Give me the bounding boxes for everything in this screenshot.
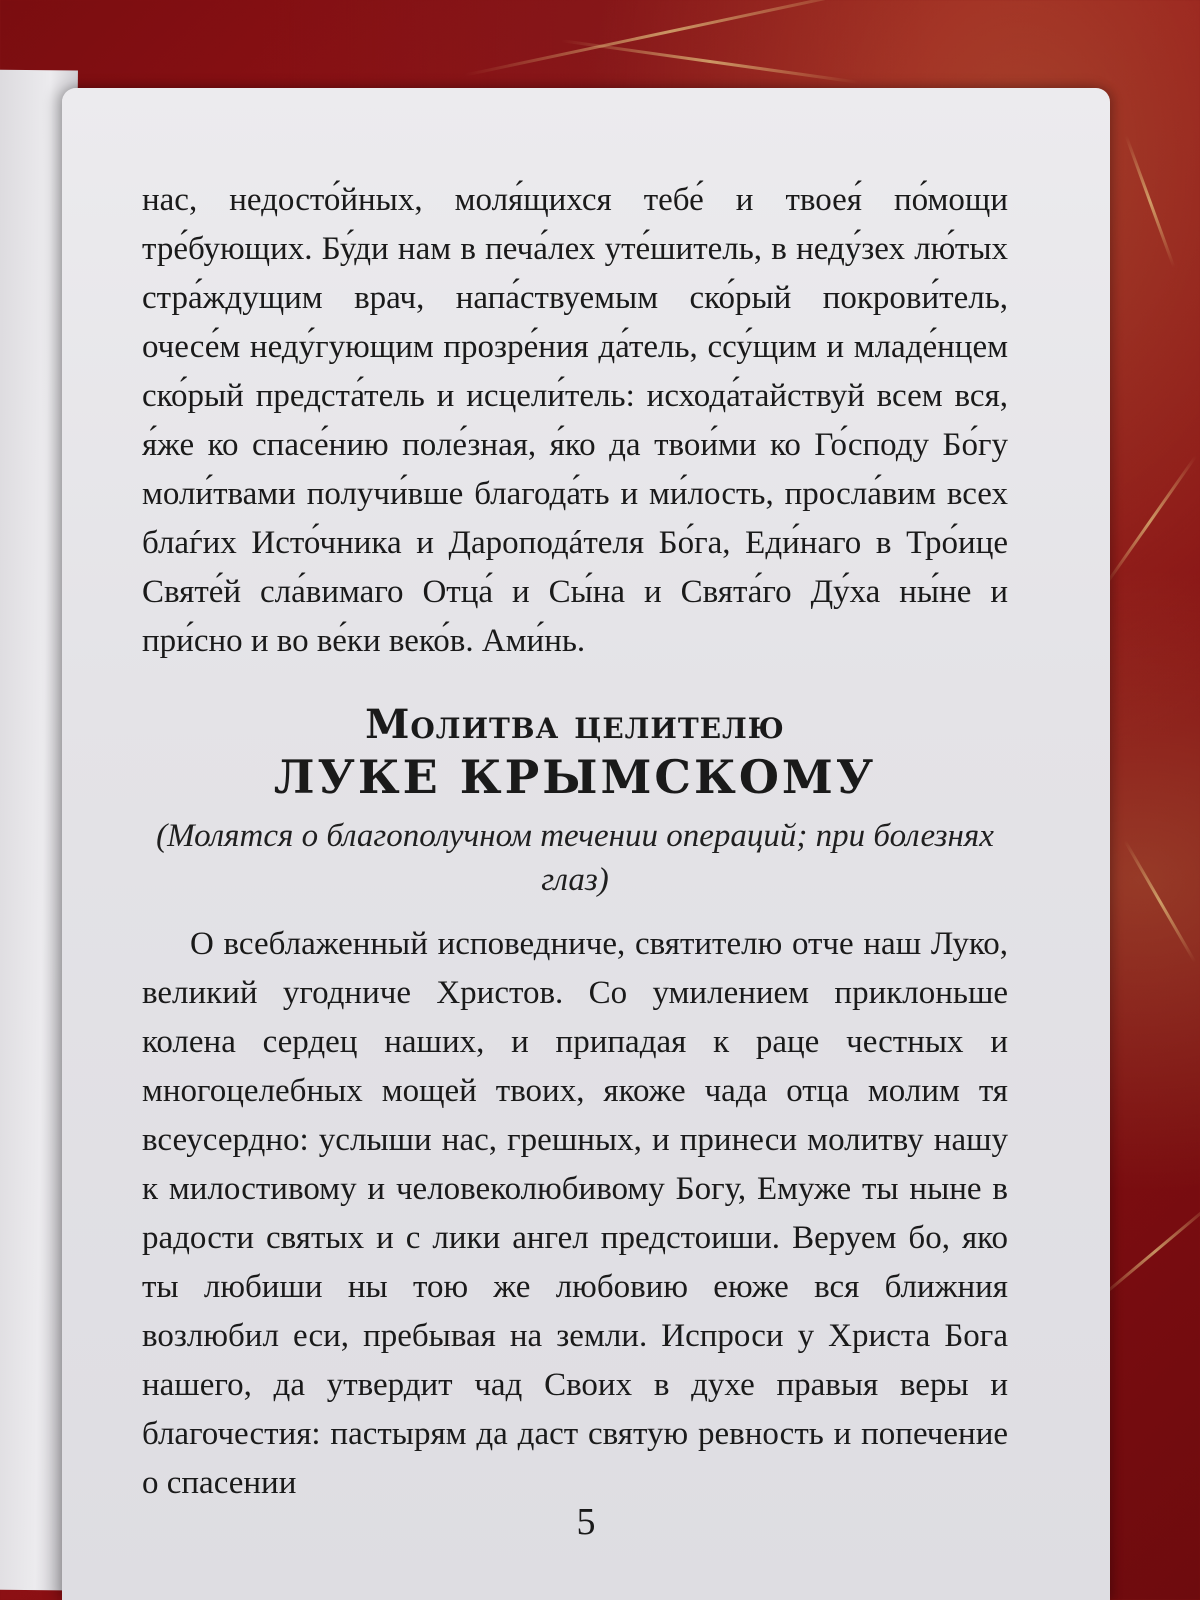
page-content	[142, 176, 1008, 1508]
prayer-title-line1: Молитва целителю	[365, 701, 785, 748]
booklet-page	[62, 88, 1110, 1600]
prayer-ending-paragraph: нас, недосто́йных, моля́щихся тебе́ и твоея́ по́мощи тре́бующих. Бу́ди нам в печа́лех уте́шитель, в неду́зех лю́тых стра́ждущим врач, напа́ствуемым ско́рый покрови́тель, очесе́м неду́гующим прозре́ния да́тель, ссу́щим и младе́нцем ско́рый предста́тель и исцели́тель: исхода́тайствуй всем вся, я́же ко спасе́нию поле́зная, я́ко да твои́ми ко Го́споду Бо́гу моли́твами получи́вше благода́ть и ми́лость, просла́вим всех блаѓих Исто́чника и Дароподáтеля Бо́га, Еди́наго в Тро́ице Святе́й сла́вимаго Отца́ и Сы́на и Свята́го Ду́ха ны́не и при́сно и во ве́ки веко́в. Ами́нь.	[142, 182, 1008, 659]
prayer-text: О всеблаженный исповедниче, святителю отче наш Луко, великий угодниче Христов. Со умилением приклоньше колена сердец наших, и припадая к раце честных и многоцелебных мощей твоих, якоже чада отца молим тя всеусердно: услыши нас, грешных, и принеси молитву нашу к милостивому и человеколюбивому Богу, Емуже ты ныне в радости святых и с лики ангел предстоиши. Веруем бо, яко ты любиши ны тою же любовию еюже вся ближния возлюбил еси, пребывая на земли. Испроси у Христа Бога нашего, да утвердит чад Своих в духе правыя веры и благочестия: пастырям да даст святую ревность и попечение о спасении	[142, 926, 1008, 1501]
prayer-title	[142, 700, 1008, 804]
fabric-gold-thread	[1124, 840, 1197, 963]
page-number: 5	[576, 1501, 596, 1543]
fabric-gold-thread	[561, 39, 858, 84]
prayer-subtitle: (Молятся о благополучном течении операций; при болезнях глаз)	[156, 818, 994, 898]
fabric-gold-thread	[1103, 455, 1197, 588]
fabric-gold-thread	[1097, 1202, 1200, 1301]
fabric-gold-thread	[464, 0, 875, 77]
fabric-gold-thread	[1125, 135, 1176, 268]
prayer-title-line2: ЛУКЕ КРЫМСКОМУ	[273, 750, 877, 804]
